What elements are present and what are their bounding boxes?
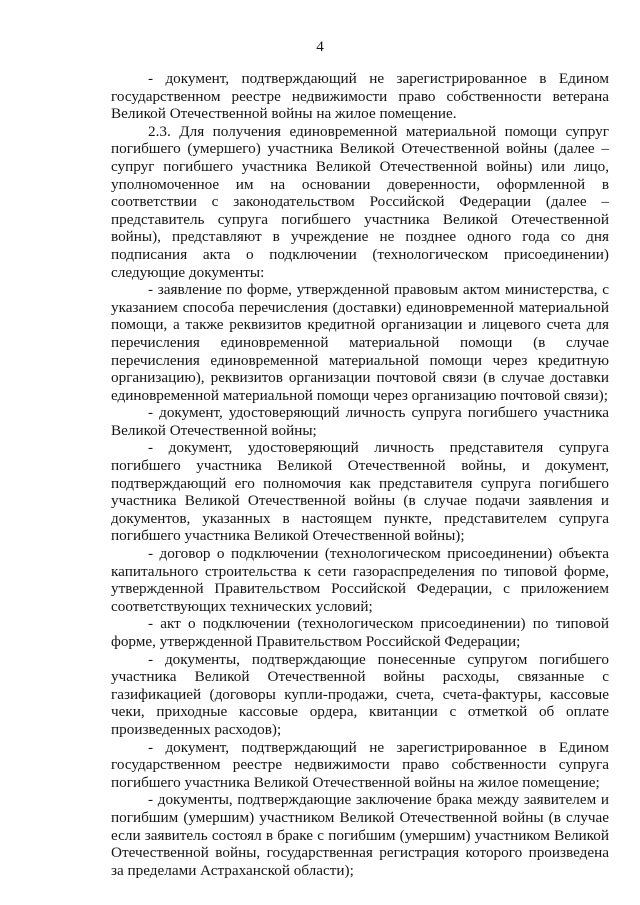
paragraph-veteran-property-document: - документ, подтверждающий не зарегистрированное в Едином государственном реестре недвижимости право собственности ветерана Великой Отечественной войны на жилое помещение.: [111, 70, 609, 123]
paragraph-section-2-3: 2.3. Для получения единовременной материальной помощи супруг погибшего (умершего) участника Великой Отечественной войны (далее – супруг погибшего участника Великой Отечественной войны) или лицо, уполномоченное им на основании доверенности, оформленной в соответствии с законодательством Российской Федерации (далее – представитель супруга погибшего участника Великой Отечественной войны), представляют в учреждение не позднее одного года со дня подписания акта о подключении (технологическом присоединении) следующие документы:: [111, 122, 609, 281]
page-number: 4: [316, 38, 324, 55]
list-item-connection-contract: - договор о подключении (технологическом присоединении) объекта капитального строительства к сети газораспределения по типовой форме, утвержденной Правительством Российской Федерации, с приложением соответствующих технических условий;: [111, 545, 609, 615]
list-item-application-form: - заявление по форме, утвержденной правовым актом министерства, с указанием способа перечисления (доставки) единовременной материальной помощи, а также реквизитов кредитной организации и лицевого счета для перечисления единовременной материальной помощи (в случае перечисления единовременной материальной помощи через кредитную организацию), реквизитов организации почтовой связи (в случае доставки единовременной материальной помощи через организацию почтовой связи);: [111, 281, 609, 404]
list-item-expense-documents: - документы, подтверждающие понесенные супругом погибшего участника Великой Отечественной войны расходы, связанные с газификацией (договоры купли-продажи, счета, счета-фактуры, кассовые чеки, приходные кассовые ордера, квитанции с отметкой об оплате произведенных расходов);: [111, 650, 609, 738]
list-item-spouse-property-document: - документ, подтверждающий не зарегистрированное в Едином государственном реестре недвижимости право собственности супруга погибшего участника Великой Отечественной войны на жилое помещение;: [111, 738, 609, 791]
list-item-spouse-identity-document: - документ, удостоверяющий личность супруга погибшего участника Великой Отечественной войны;: [111, 404, 609, 439]
list-item-connection-act: - акт о подключении (технологическом присоединении) по типовой форме, утвержденной Правительством Российской Федерации;: [111, 615, 609, 650]
document-body: [111, 70, 609, 879]
list-item-marriage-documents: - документы, подтверждающие заключение брака между заявителем и погибшим (умершим) участником Великой Отечественной войны (в случае если заявитель состоял в браке с погибшим (умершим) участником Великой Отечественной войны, государственная регистрация которого произведена за пределами Астраханской области);: [111, 791, 609, 879]
list-item-representative-identity-document: - документ, удостоверяющий личность представителя супруга погибшего участника Великой Отечественной войны, и документ, подтверждающий его полномочия как представителя супруга погибшего участника Великой Отечественной войны (в случае подачи заявления и документов, указанных в настоящем пункте, представителем супруга погибшего участника Великой Отечественной войны);: [111, 439, 609, 545]
